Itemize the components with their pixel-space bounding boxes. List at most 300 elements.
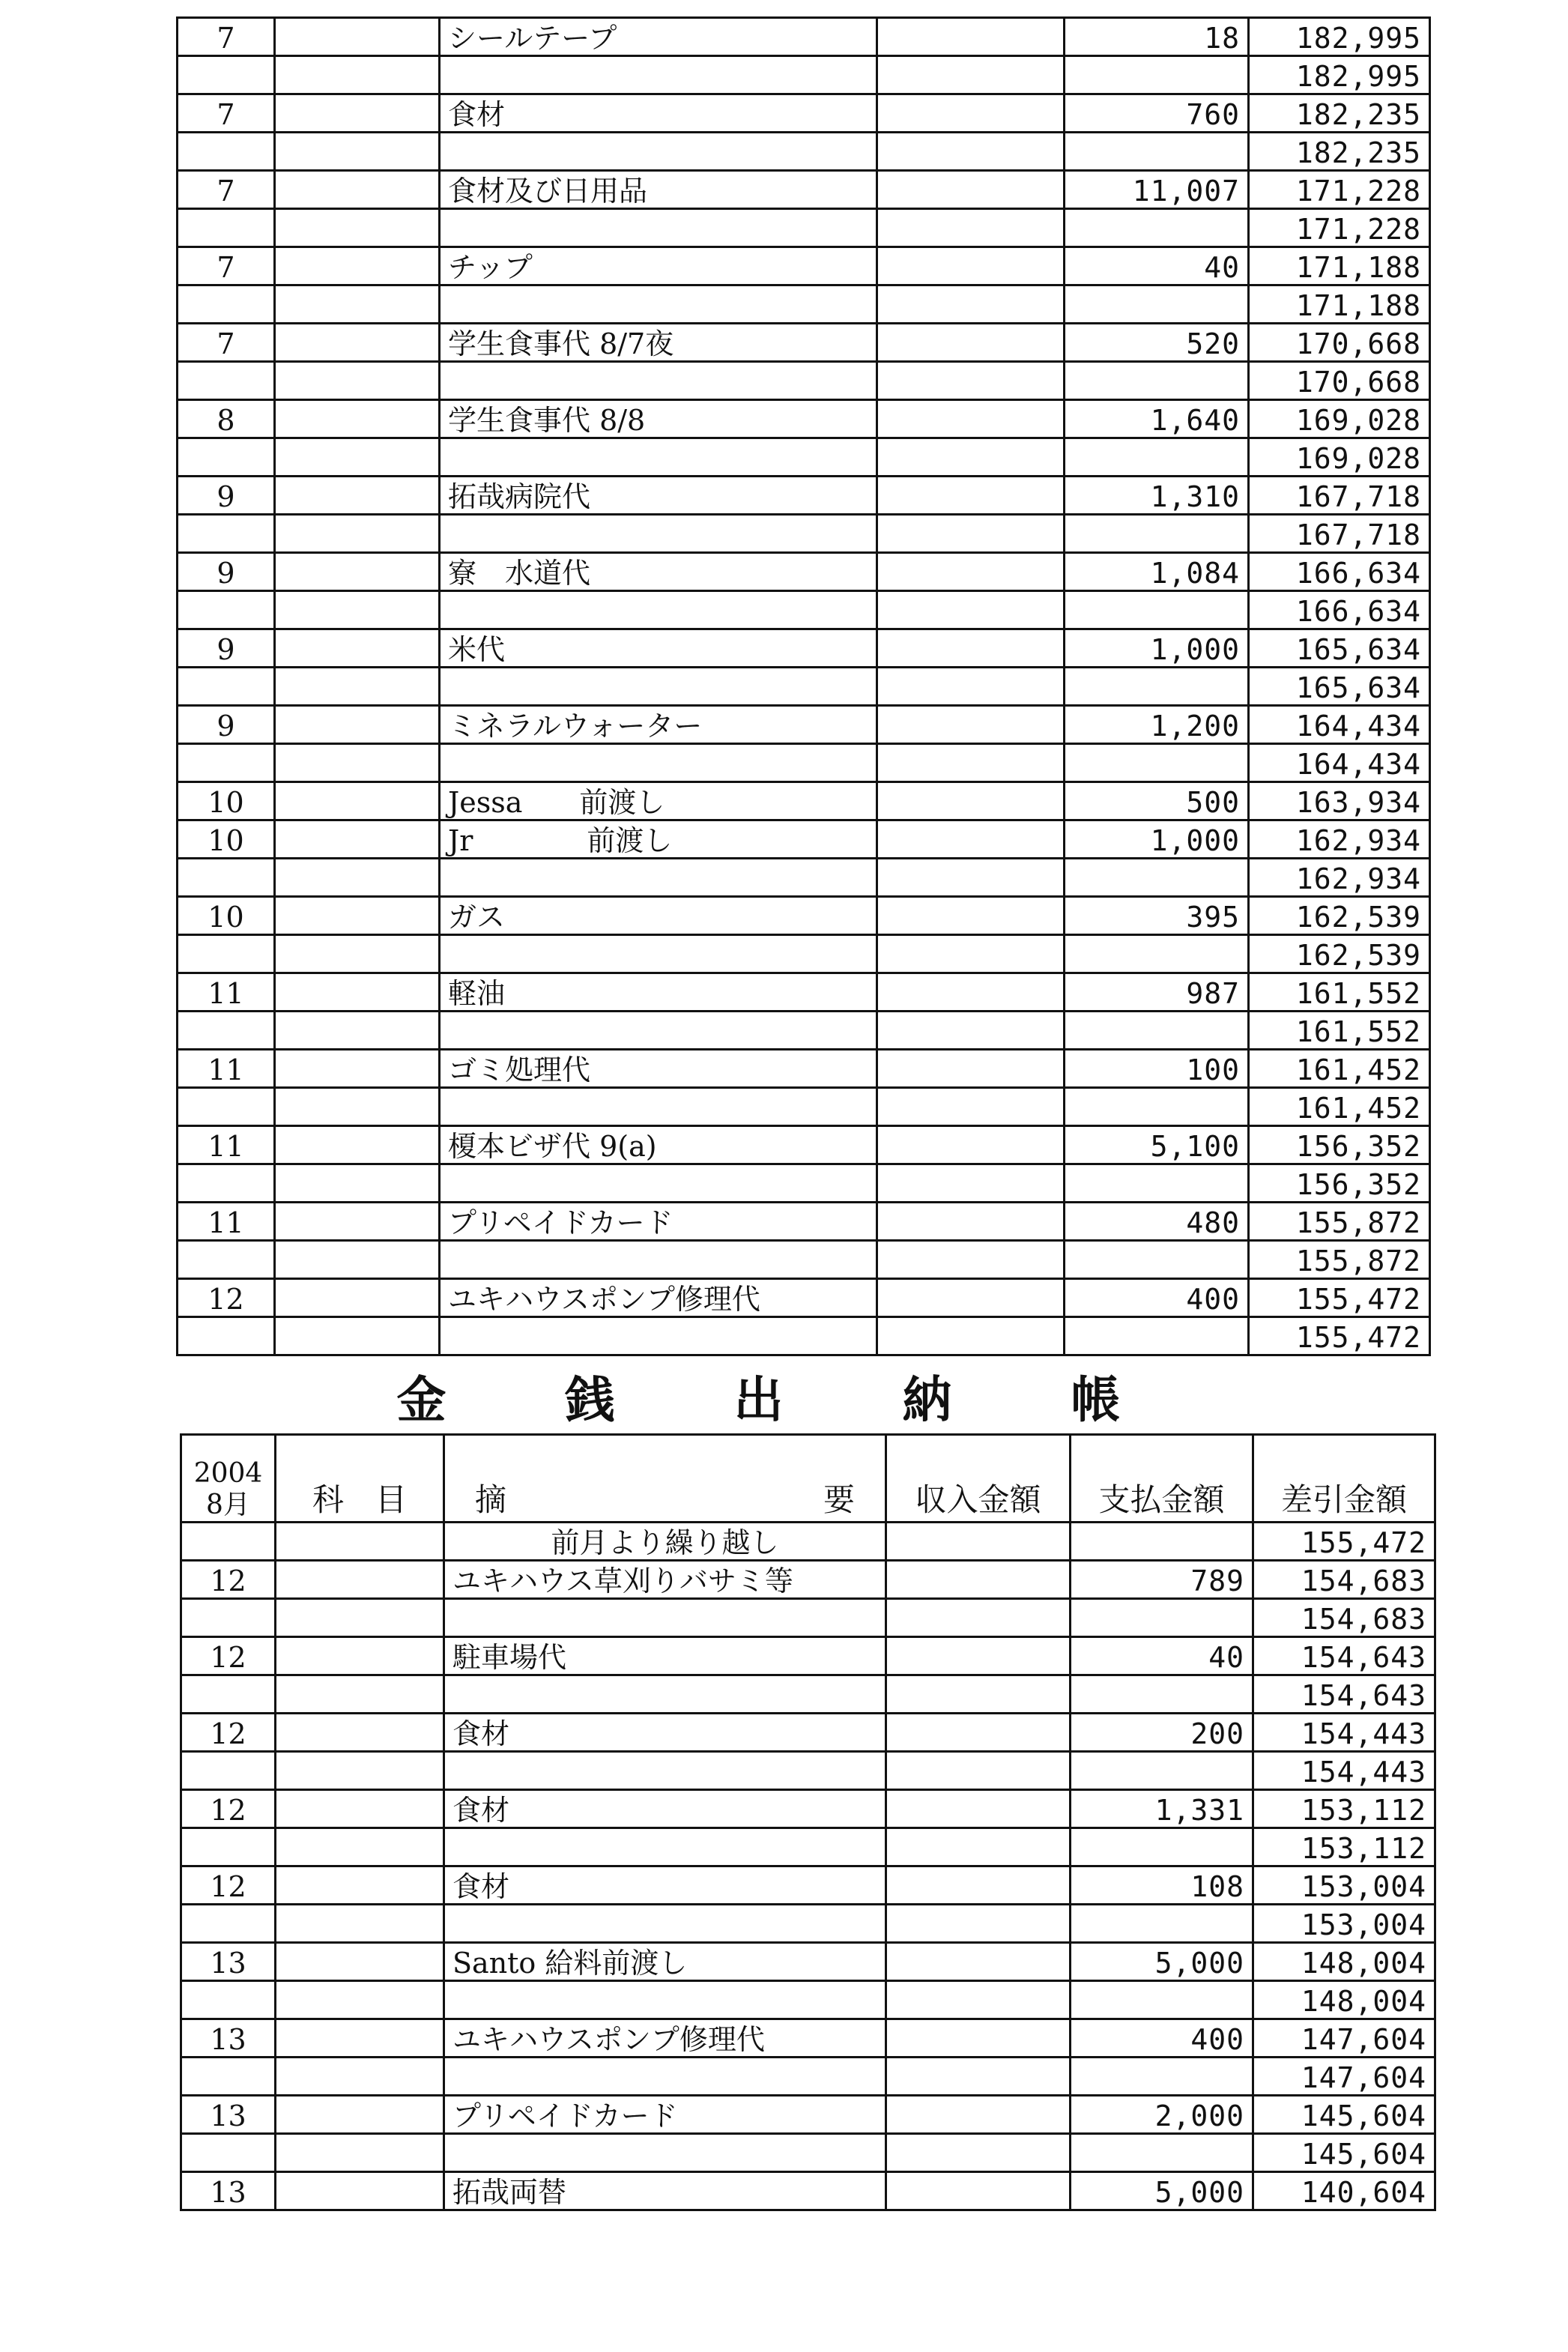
cell-income: [877, 362, 1065, 400]
cell-category: [276, 1866, 444, 1905]
cell-income: [877, 629, 1065, 668]
cell-category: [276, 1790, 444, 1828]
table-row: [178, 438, 1430, 477]
cell-balance: 154,643: [1253, 1675, 1435, 1714]
cell-category: [275, 935, 440, 973]
cell-memo: 食材: [444, 1790, 886, 1828]
cell-category: [275, 744, 440, 782]
table-row: [181, 1905, 1435, 1943]
cell-memo: プリペイドカード: [440, 1203, 877, 1241]
cell-category: [275, 629, 440, 668]
table-row: [178, 706, 1430, 744]
cell-payment: [1071, 2134, 1253, 2172]
header-income: 収入金額: [886, 1435, 1071, 1523]
table-row: [178, 171, 1430, 209]
cell-payment: [1065, 362, 1249, 400]
cell-memo: [440, 1241, 877, 1279]
cell-day: [178, 1012, 275, 1050]
cell-memo: [440, 209, 877, 247]
cell-day: 11: [178, 1050, 275, 1088]
cell-category: [276, 1637, 444, 1675]
cell-day: 13: [181, 2019, 276, 2058]
cell-payment: 1,640: [1065, 400, 1249, 438]
cell-memo: 軽油: [440, 973, 877, 1012]
cell-category: [275, 18, 440, 56]
cell-category: [275, 1241, 440, 1279]
cell-category: [275, 820, 440, 859]
cell-income: [886, 1561, 1071, 1599]
cell-day: 7: [178, 247, 275, 285]
table-row: [178, 591, 1430, 629]
cell-payment: 1,331: [1071, 1790, 1253, 1828]
cell-memo: [440, 935, 877, 973]
cell-category: [276, 1675, 444, 1714]
cell-category: [275, 1012, 440, 1050]
cell-payment: 395: [1065, 897, 1249, 935]
table-row: [178, 935, 1430, 973]
table-row: [178, 1203, 1430, 1241]
cell-balance: 155,472: [1249, 1279, 1430, 1317]
table-row: [181, 2096, 1435, 2134]
cell-category: [275, 1050, 440, 1088]
table-row: [181, 1828, 1435, 1866]
cell-memo: [440, 744, 877, 782]
cell-income: [886, 2019, 1071, 2058]
cell-income: [877, 1317, 1065, 1355]
cell-payment: 500: [1065, 782, 1249, 820]
cell-day: [178, 362, 275, 400]
cell-payment: [1065, 209, 1249, 247]
cell-memo: [440, 1164, 877, 1203]
cell-memo: 榎本ビザ代 9(a): [440, 1126, 877, 1164]
cell-income: [886, 1637, 1071, 1675]
table-row: [178, 1012, 1430, 1050]
cell-day: 9: [178, 477, 275, 515]
cell-payment: [1065, 438, 1249, 477]
cell-balance: 162,539: [1249, 897, 1430, 935]
cell-income: [877, 782, 1065, 820]
table-row: [178, 553, 1430, 591]
table-row: [178, 973, 1430, 1012]
cell-day: 10: [178, 820, 275, 859]
cell-income: [877, 1203, 1065, 1241]
cell-balance: 161,552: [1249, 973, 1430, 1012]
cell-income: [877, 171, 1065, 209]
cell-payment: 789: [1071, 1561, 1253, 1599]
cell-day: 11: [178, 1126, 275, 1164]
table-row: [178, 1279, 1430, 1317]
table-row: [178, 668, 1430, 706]
cell-payment: 760: [1065, 94, 1249, 133]
cell-balance: 154,683: [1253, 1599, 1435, 1637]
cell-payment: 2,000: [1071, 2096, 1253, 2134]
cell-category: [276, 1714, 444, 1752]
cell-payment: [1071, 1752, 1253, 1790]
cell-income: [877, 1164, 1065, 1203]
cell-income: [877, 1126, 1065, 1164]
cell-memo: 米代: [440, 629, 877, 668]
table-row: [181, 1599, 1435, 1637]
table-row: [178, 285, 1430, 324]
cell-payment: [1065, 744, 1249, 782]
cell-memo: [440, 362, 877, 400]
cell-memo: [444, 1752, 886, 1790]
cell-income: [877, 668, 1065, 706]
cell-income: [877, 515, 1065, 553]
cell-balance: 164,434: [1249, 706, 1430, 744]
cell-day: [181, 2134, 276, 2172]
cell-balance: 169,028: [1249, 400, 1430, 438]
cell-day: 10: [178, 782, 275, 820]
cell-payment: 108: [1071, 1866, 1253, 1905]
cell-day: [181, 1905, 276, 1943]
cell-balance: 166,634: [1249, 553, 1430, 591]
cell-memo: [440, 438, 877, 477]
cell-balance: 155,872: [1249, 1203, 1430, 1241]
cell-income: [877, 56, 1065, 94]
header-memo: [444, 1435, 886, 1523]
ledger-table-continued: [176, 16, 1431, 1356]
cell-payment: 200: [1071, 1714, 1253, 1752]
cell-memo: 食材: [444, 1866, 886, 1905]
cell-memo: [440, 133, 877, 171]
cell-category: [276, 1523, 444, 1561]
cell-income: [886, 1599, 1071, 1637]
cell-category: [275, 515, 440, 553]
cell-memo: ミネラルウォーター: [440, 706, 877, 744]
cell-payment: [1071, 1828, 1253, 1866]
cell-payment: [1071, 1675, 1253, 1714]
ledger-table: [180, 1433, 1436, 2211]
cell-memo: Jr 前渡し: [440, 820, 877, 859]
cell-income: [877, 897, 1065, 935]
cell-day: 8: [178, 400, 275, 438]
table-row: [181, 1981, 1435, 2019]
cell-category: [275, 171, 440, 209]
cell-income: [877, 1279, 1065, 1317]
cell-category: [275, 1317, 440, 1355]
table-row: [178, 94, 1430, 133]
table-row: [178, 477, 1430, 515]
cell-balance: 171,188: [1249, 285, 1430, 324]
cell-payment: 18: [1065, 18, 1249, 56]
cell-balance: 171,228: [1249, 171, 1430, 209]
cell-income: [877, 973, 1065, 1012]
cell-day: 7: [178, 94, 275, 133]
cell-payment: [1065, 1241, 1249, 1279]
cell-balance: 182,235: [1249, 94, 1430, 133]
cell-category: [275, 438, 440, 477]
cell-balance: 162,539: [1249, 935, 1430, 973]
cell-payment: 400: [1071, 2019, 1253, 2058]
table-row: [178, 1126, 1430, 1164]
carry-over-row: [181, 1523, 1435, 1561]
cell-category: [276, 1905, 444, 1943]
cell-income: [877, 477, 1065, 515]
table-row: [181, 2019, 1435, 2058]
cell-balance: 148,004: [1253, 1981, 1435, 2019]
cell-memo: 拓哉病院代: [440, 477, 877, 515]
cell-balance: 148,004: [1253, 1943, 1435, 1981]
cell-income: [877, 133, 1065, 171]
cell-income: [877, 438, 1065, 477]
cell-income: [877, 400, 1065, 438]
table-row: [178, 209, 1430, 247]
cell-income: [886, 1675, 1071, 1714]
table-row: [178, 1241, 1430, 1279]
cell-balance: 147,604: [1253, 2019, 1435, 2058]
cell-income: [886, 1523, 1071, 1561]
cell-income: [886, 1866, 1071, 1905]
cell-payment: [1065, 56, 1249, 94]
cell-day: 13: [181, 2096, 276, 2134]
cell-day: [178, 133, 275, 171]
cell-category: [276, 2172, 444, 2210]
cell-memo: シールテープ: [440, 18, 877, 56]
table-row: [178, 133, 1430, 171]
cell-income: [877, 859, 1065, 897]
cell-balance: 167,718: [1249, 515, 1430, 553]
cell-category: [275, 782, 440, 820]
cell-balance: 145,604: [1253, 2134, 1435, 2172]
cell-day: 9: [178, 553, 275, 591]
table-row: [178, 18, 1430, 56]
cell-balance: 164,434: [1249, 744, 1430, 782]
cell-category: [275, 1164, 440, 1203]
cell-balance: 156,352: [1249, 1126, 1430, 1164]
cell-category: [275, 859, 440, 897]
cell-payment: 40: [1065, 247, 1249, 285]
cell-memo: Jessa 前渡し: [440, 782, 877, 820]
table-row: [178, 1050, 1430, 1088]
cell-payment: 400: [1065, 1279, 1249, 1317]
cell-balance: 162,934: [1249, 820, 1430, 859]
cell-balance: 161,452: [1249, 1088, 1430, 1126]
cell-day: 9: [178, 706, 275, 744]
table-row: [181, 1943, 1435, 1981]
cell-memo: プリペイドカード: [444, 2096, 886, 2134]
cell-income: [877, 744, 1065, 782]
cell-day: [178, 935, 275, 973]
table-row: [181, 2134, 1435, 2172]
cell-day: [178, 859, 275, 897]
cell-balance: 153,112: [1253, 1790, 1435, 1828]
cell-day: 7: [178, 171, 275, 209]
cell-income: [877, 935, 1065, 973]
cell-day: [181, 1599, 276, 1637]
cell-payment: [1071, 1523, 1253, 1561]
cell-income: [877, 247, 1065, 285]
cell-memo: Santo 給料前渡し: [444, 1943, 886, 1981]
table-row: [178, 820, 1430, 859]
table-row: [178, 400, 1430, 438]
cell-payment: 1,084: [1065, 553, 1249, 591]
cell-day: [178, 438, 275, 477]
cell-category: [276, 1752, 444, 1790]
cell-day: 13: [181, 1943, 276, 1981]
cell-payment: 5,000: [1071, 2172, 1253, 2210]
cell-balance: 169,028: [1249, 438, 1430, 477]
table-row: [181, 2058, 1435, 2096]
cell-payment: 1,000: [1065, 820, 1249, 859]
table-row: [178, 744, 1430, 782]
cell-category: [276, 2134, 444, 2172]
cell-income: [886, 1828, 1071, 1866]
cell-balance: 165,634: [1249, 668, 1430, 706]
table-row: [178, 324, 1430, 362]
cell-memo: [444, 1599, 886, 1637]
cell-balance: 154,683: [1253, 1561, 1435, 1599]
cell-income: [886, 1905, 1071, 1943]
cell-memo: 寮 水道代: [440, 553, 877, 591]
cell-balance: 153,004: [1253, 1866, 1435, 1905]
cell-day: 9: [178, 629, 275, 668]
header-month: 8月: [206, 1490, 250, 1520]
cell-memo: チップ: [440, 247, 877, 285]
table-row: [178, 629, 1430, 668]
cell-day: [181, 1828, 276, 1866]
cell-memo: ゴミ処理代: [440, 1050, 877, 1088]
cell-category: [275, 1279, 440, 1317]
cell-balance: 155,872: [1249, 1241, 1430, 1279]
cell-memo: 学生食事代 8/7夜: [440, 324, 877, 362]
cell-day: 11: [178, 1203, 275, 1241]
cell-balance: 182,995: [1249, 18, 1430, 56]
header-balance: 差引金額: [1253, 1435, 1435, 1523]
cell-income: [877, 591, 1065, 629]
cell-day: 7: [178, 18, 275, 56]
cell-memo: [440, 515, 877, 553]
table-row: [181, 1561, 1435, 1599]
cell-income: [877, 324, 1065, 362]
cell-payment: 1,200: [1065, 706, 1249, 744]
cell-balance: 140,604: [1253, 2172, 1435, 2210]
carry-over-balance: 155,472: [1253, 1523, 1435, 1561]
table-row: [178, 1317, 1430, 1355]
table-row: [178, 897, 1430, 935]
cell-memo: [444, 2134, 886, 2172]
table-row: [178, 515, 1430, 553]
cell-payment: [1065, 285, 1249, 324]
table-row: [178, 247, 1430, 285]
cell-payment: 100: [1065, 1050, 1249, 1088]
cell-memo: [440, 56, 877, 94]
cell-category: [275, 209, 440, 247]
cell-memo: 拓哉両替: [444, 2172, 886, 2210]
cell-balance: 153,112: [1253, 1828, 1435, 1866]
cell-memo: [444, 1675, 886, 1714]
cell-category: [276, 1561, 444, 1599]
cell-day: [178, 591, 275, 629]
cell-day: [178, 56, 275, 94]
cell-payment: [1065, 515, 1249, 553]
cell-memo: [440, 668, 877, 706]
cell-payment: [1065, 133, 1249, 171]
cell-payment: [1065, 1317, 1249, 1355]
cell-memo: [440, 285, 877, 324]
cell-day: [181, 1981, 276, 2019]
cell-payment: [1071, 1905, 1253, 1943]
cell-category: [275, 56, 440, 94]
cell-category: [275, 1088, 440, 1126]
cell-memo: [444, 1981, 886, 2019]
cell-category: [275, 362, 440, 400]
cell-income: [877, 1050, 1065, 1088]
cell-category: [275, 1126, 440, 1164]
cell-balance: 170,668: [1249, 362, 1430, 400]
cell-day: [178, 1088, 275, 1126]
cell-payment: [1065, 668, 1249, 706]
page-title: 金 銭 出 納 帳: [396, 1371, 1172, 1429]
table-row: [178, 859, 1430, 897]
cell-memo: 食材及び日用品: [440, 171, 877, 209]
table-row: [181, 1752, 1435, 1790]
cell-category: [275, 324, 440, 362]
cell-income: [886, 1714, 1071, 1752]
cell-category: [275, 706, 440, 744]
cell-payment: 1,000: [1065, 629, 1249, 668]
cell-day: [178, 1317, 275, 1355]
cell-income: [877, 1241, 1065, 1279]
cell-day: 12: [181, 1790, 276, 1828]
cell-balance: 182,235: [1249, 133, 1430, 171]
cell-memo: 駐車場代: [444, 1637, 886, 1675]
cell-income: [886, 1981, 1071, 2019]
cell-day: [181, 1523, 276, 1561]
cell-balance: 162,934: [1249, 859, 1430, 897]
cell-category: [276, 1943, 444, 1981]
cell-payment: 5,000: [1071, 1943, 1253, 1981]
cell-memo: 食材: [440, 94, 877, 133]
cell-income: [886, 2172, 1071, 2210]
cell-balance: 170,668: [1249, 324, 1430, 362]
header-memo-right: 要: [823, 1481, 855, 1518]
cell-memo: [444, 2058, 886, 2096]
cell-day: 12: [181, 1561, 276, 1599]
cell-memo: ガス: [440, 897, 877, 935]
cell-category: [276, 1981, 444, 2019]
carry-over-memo: 前月より繰り越し: [444, 1523, 886, 1561]
cell-day: 12: [181, 1866, 276, 1905]
cell-category: [275, 477, 440, 515]
header-row: [181, 1435, 1435, 1523]
cell-balance: 154,443: [1253, 1752, 1435, 1790]
cell-income: [886, 2134, 1071, 2172]
cell-day: [178, 209, 275, 247]
cell-balance: 154,643: [1253, 1637, 1435, 1675]
cell-payment: 5,100: [1065, 1126, 1249, 1164]
cell-category: [275, 897, 440, 935]
cell-income: [877, 285, 1065, 324]
cell-payment: 987: [1065, 973, 1249, 1012]
cell-day: [178, 1164, 275, 1203]
cell-income: [877, 820, 1065, 859]
cell-balance: 161,452: [1249, 1050, 1430, 1088]
cell-balance: 161,552: [1249, 1012, 1430, 1050]
cell-memo: [440, 591, 877, 629]
cell-payment: 480: [1065, 1203, 1249, 1241]
cell-memo: ユキハウス草刈りバサミ等: [444, 1561, 886, 1599]
cell-category: [276, 2096, 444, 2134]
cell-memo: ユキハウスポンプ修理代: [440, 1279, 877, 1317]
cell-payment: 40: [1071, 1637, 1253, 1675]
cell-balance: 155,472: [1249, 1317, 1430, 1355]
cell-payment: [1065, 1164, 1249, 1203]
cell-income: [886, 1943, 1071, 1981]
cell-balance: 147,604: [1253, 2058, 1435, 2096]
cell-income: [886, 2096, 1071, 2134]
cell-category: [276, 2058, 444, 2096]
